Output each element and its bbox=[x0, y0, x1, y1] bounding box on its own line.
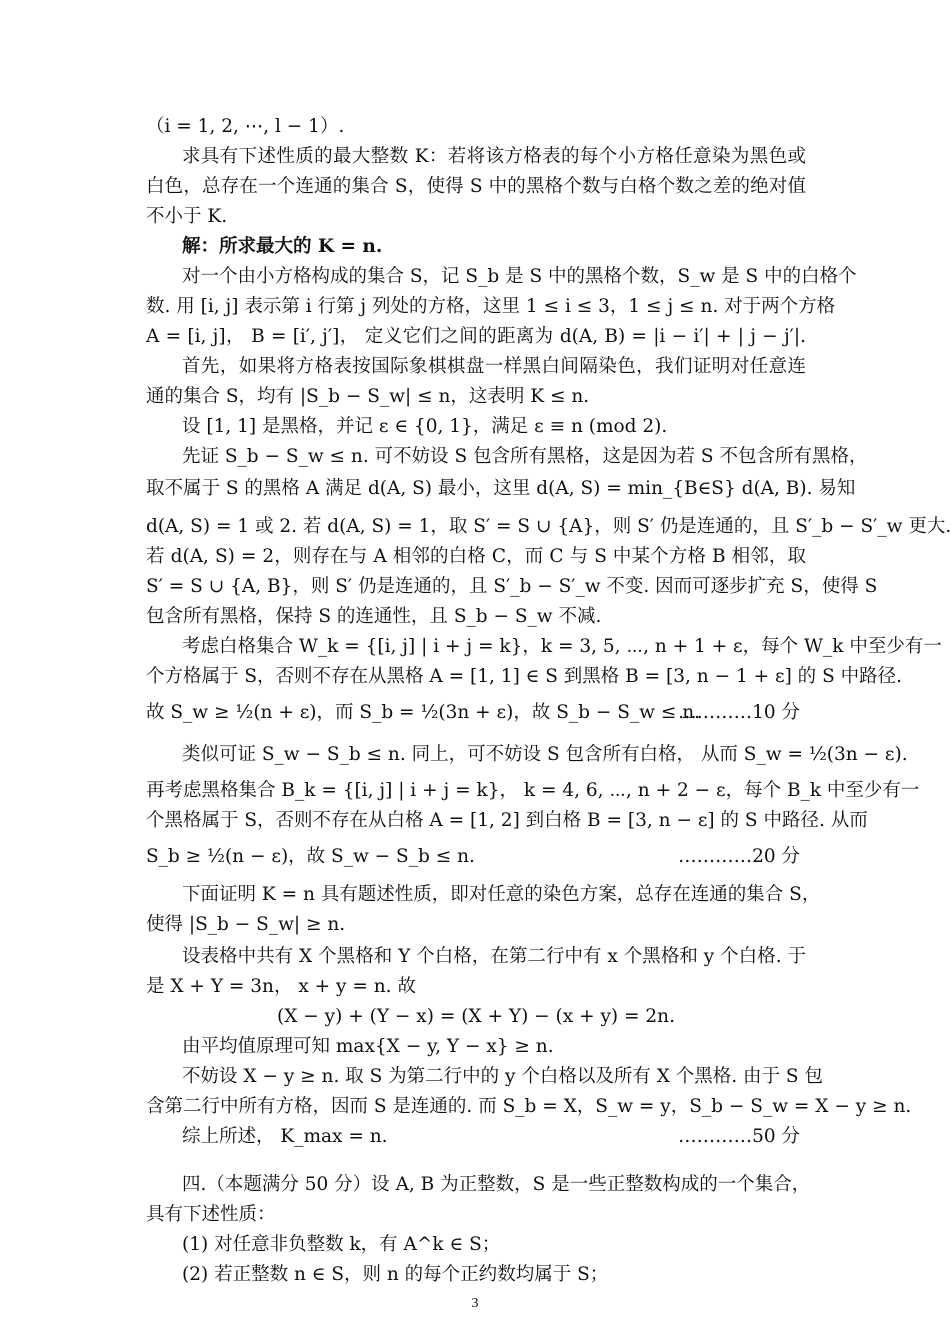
text-line: 故 S_w ≥ ½(n + ε)，而 S_b = ½(3n + ε)，故 S_b − S_w ≤ n. bbox=[146, 702, 701, 723]
score-marker: …………10 分 bbox=[678, 702, 800, 723]
page-number: 3 bbox=[471, 1296, 479, 1311]
text-line: 考虑白格集合 W_k = {[i, j] | i + j = k}，k = 3, 5, ⋯, n + 1 + ε，每个 W_k 中至少有一 bbox=[182, 636, 942, 657]
text-line: 对一个由小方格构成的集合 S，记 S_b 是 S 中的黑格个数，S_w 是 S 中的白格个 bbox=[182, 266, 857, 287]
text-line: 下面证明 K = n 具有题述性质，即对任意的染色方案，总存在连通的集合 S， bbox=[182, 884, 821, 905]
text-line: (2) 若正整数 n ∈ S，则 n 的每个正约数均属于 S； bbox=[182, 1264, 609, 1285]
text-line: 个黑格属于 S，否则不存在从白格 A = [1, 2] 到白格 B = [3, n − ε] 的 S 中路径. 从而 bbox=[146, 810, 868, 831]
text-line: 先证 S_b − S_w ≤ n. 可不妨设 S 包含所有黑格，这是因为若 S 不包含所有黑格， bbox=[182, 446, 868, 467]
text-line: （i = 1, 2, ⋯, l − 1）. bbox=[146, 116, 345, 137]
text-line: 设 [1, 1] 是黑格，并记 ε ∈ {0, 1}，满足 ε ≡ n (mod 2). bbox=[182, 416, 668, 437]
text-line: S′ = S ∪ {A, B}，则 S′ 仍是连通的，且 S′_b − S′_w 不变. 因而可逐步扩充 S，使得 S bbox=[146, 576, 878, 597]
text-line: 白色，总存在一个连通的集合 S，使得 S 中的黑格个数与白格个数之差的绝对值 bbox=[146, 176, 806, 197]
text-line: 首先，如果将方格表按国际象棋棋盘一样黑白间隔染色，我们证明对任意连 bbox=[182, 356, 806, 377]
text-line: A = [i, j]， B = [i′, j′]， 定义它们之间的距离为 d(A, B) = |i − i′| + | j − j′|. bbox=[146, 326, 806, 347]
text-line: 求具有下述性质的最大整数 K：若将该方格表的每个小方格任意染为黑色或 bbox=[182, 146, 806, 167]
text-line: S_b ≥ ½(n − ε)，故 S_w − S_b ≤ n. bbox=[146, 846, 475, 867]
text-line: 取不属于 S 的黑格 A 满足 d(A, S) 最小，这里 d(A, S) = min_{B∈S} d(A, B). 易知 bbox=[146, 478, 856, 499]
text-line: 不小于 K. bbox=[146, 206, 228, 227]
text-line: 若 d(A, S) = 2，则存在与 A 相邻的白格 C，而 C 与 S 中某个方格 B 相邻，取 bbox=[146, 546, 806, 567]
text-line: 个方格属于 S，否则不存在从黑格 A = [1, 1] ∈ S 到黑格 B = [3, n − 1 + ε] 的 S 中路径. bbox=[146, 666, 902, 687]
score-marker: …………50 分 bbox=[678, 1126, 800, 1147]
text-line: 使得 |S_b − S_w| ≥ n. bbox=[146, 914, 346, 935]
text-line: 类似可证 S_w − S_b ≤ n. 同上，可不妨设 S 包含所有白格， 从而 S_w = ½(3n − ε). bbox=[182, 744, 908, 765]
text-line: 综上所述， K_max = n. bbox=[182, 1126, 388, 1147]
text-line: 设表格中共有 X 个黑格和 Y 个白格，在第二行中有 x 个黑格和 y 个白格. 于 bbox=[182, 946, 806, 967]
text-line: d(A, S) = 1 或 2. 若 d(A, S) = 1，取 S′ = S ∪ {A}，则 S′ 仍是连通的，且 S′_b − S′_w 更大. bbox=[146, 516, 951, 537]
text-line: 包含所有黑格，保持 S 的连通性，且 S_b − S_w 不减. bbox=[146, 606, 602, 627]
text-line: 再考虑黑格集合 B_k = {[i, j] | i + j = k}， k = 4, 6, ⋯, n + 2 − ε，每个 B_k 中至少有一 bbox=[146, 780, 920, 801]
text-line: 由平均值原理可知 max{X − y, Y − x} ≥ n. bbox=[182, 1036, 554, 1057]
text-line: 是 X + Y = 3n， x + y = n. 故 bbox=[146, 976, 416, 997]
text-line: (1) 对任意非负整数 k，有 A^k ∈ S； bbox=[182, 1234, 501, 1255]
solution-heading: 解：所求最大的 K = n. bbox=[182, 236, 383, 257]
text-line: 通的集合 S，均有 |S_b − S_w| ≤ n，这表明 K ≤ n. bbox=[146, 386, 590, 407]
problem-heading: 四.（本题满分 50 分）设 A, B 为正整数，S 是一些正整数构成的一个集合， bbox=[182, 1174, 811, 1195]
score-marker: …………20 分 bbox=[678, 846, 800, 867]
display-equation: (X − y) + (Y − x) = (X + Y) − (x + y) = 2n. bbox=[277, 1006, 675, 1027]
text-line: 不妨设 X − y ≥ n. 取 S 为第二行中的 y 个白格以及所有 X 个黑格. 由于 S 包 bbox=[182, 1066, 823, 1087]
text-line: 数. 用 [i, j] 表示第 i 行第 j 列处的方格，这里 1 ≤ i ≤ 3，1 ≤ j ≤ n. 对于两个方格 bbox=[146, 296, 836, 317]
text-line: 具有下述性质： bbox=[146, 1204, 276, 1225]
text-line: 含第二行中所有方格，因而 S 是连通的. 而 S_b = X，S_w = y，S_b − S_w = X − y ≥ n. bbox=[146, 1096, 912, 1117]
